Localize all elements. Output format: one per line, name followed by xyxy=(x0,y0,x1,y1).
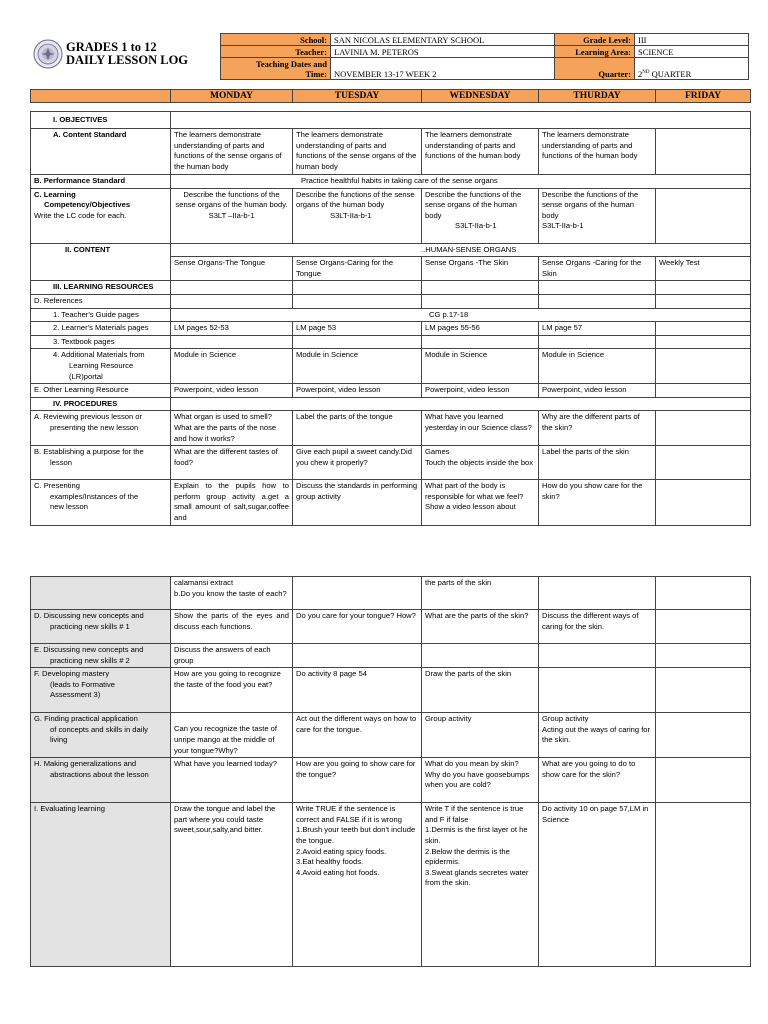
learning-area-label: Learning Area: xyxy=(555,46,635,58)
tg-label: 1. Teacher's Guide pages xyxy=(31,308,171,322)
other-resource-mon: Powerpoint, video lesson xyxy=(171,384,293,398)
rowC-tue: Discuss the standards in performing group activity xyxy=(293,480,422,526)
rowG-mon: Can you recognize the taste of unripe mango at the middle of your tongue?Why? xyxy=(171,713,293,758)
rowC-fri xyxy=(656,480,751,526)
lm-label: 2. Learner's Materials pages xyxy=(31,322,171,336)
teacher-label: Teacher: xyxy=(221,46,331,58)
competency-fri xyxy=(656,188,751,243)
content-standard-wed: The learners demonstrate understanding of parts and functions of the human body xyxy=(422,129,539,175)
performance-standard-value: Practice healthful habits in taking care of the sense organs xyxy=(171,175,751,189)
content-standard-thu: The learners demonstrate understanding of parts and functions of the human body xyxy=(539,129,656,175)
performance-standard-label: B. Performance Standard xyxy=(31,175,171,189)
rowG-wed: Group activity xyxy=(422,713,539,758)
day-friday: FRIDAY xyxy=(656,90,751,103)
rowB-tue: Give each pupil a sweet candy.Did you chew it properly? xyxy=(293,446,422,480)
content-fri: Weekly Test xyxy=(656,257,751,281)
objectives-blank xyxy=(171,112,751,129)
school-value: SAN NICOLAS ELEMENTARY SCHOOL xyxy=(331,34,555,46)
content-standard-fri xyxy=(656,129,751,175)
rowB-label: B. Establishing a purpose for the lesson xyxy=(31,446,171,480)
grade-label: Grade Level: xyxy=(555,34,635,46)
rowI-mon: Draw the tongue and label the part where you could taste sweet,sour,salty,and bitter. xyxy=(171,803,293,967)
rowC-label: C. Presenting examples/Instances of the new lesson xyxy=(31,480,171,526)
rowE-mon: Discuss the answers of each group xyxy=(171,644,293,668)
header-info-table xyxy=(220,33,749,80)
rowG-tue: Act out the different ways on how to care for the tongue. xyxy=(293,713,422,758)
rowD-wed: What are the parts of the skin? xyxy=(422,610,539,644)
cont-thu xyxy=(539,577,656,610)
rowI-tue: Write TRUE if the sentence is correct and FALSE if it is wrong 1.Brush your teeth but don't include the tongue. 2.Avoid eating spicy foods. 3.Eat healthy foods. 4.Avoid eating hot foods. xyxy=(293,803,422,967)
rowD-mon: Show the parts of the eyes and discuss each functions. xyxy=(171,610,293,644)
resources-heading: III. LEARNING RESOURCES xyxy=(31,281,171,295)
other-resource-fri xyxy=(656,384,751,398)
tg-value: CG p.17-18 xyxy=(171,308,751,322)
references-label: D. References xyxy=(31,294,171,308)
lm-mon: LM pages 52-53 xyxy=(171,322,293,336)
rowA-thu: Why are the different parts of the skin? xyxy=(539,411,656,446)
dates-value: NOVEMBER 13-17 WEEK 2 xyxy=(331,58,555,80)
competency-mon: Describe the functions of the sense organs of the human body. S3LT –IIa-b-1 xyxy=(171,188,293,243)
rowE-tue xyxy=(293,644,422,668)
rowD-thu: Discuss the different ways of caring for the skin. xyxy=(539,610,656,644)
competency-label: C. Learning Competency/Objectives Write the LC code for each. xyxy=(31,188,171,243)
rowI-thu: Do activity 10 on page 57,LM in Science xyxy=(539,803,656,967)
rowC-thu: How do you show care for the skin? xyxy=(539,480,656,526)
competency-tue: Describe the functions of the sense organs of the human body S3LT-IIa-b-1 xyxy=(293,188,422,243)
days-corner xyxy=(31,90,171,103)
rowI-fri xyxy=(656,803,751,967)
rowB-thu: Label the parts of the skin xyxy=(539,446,656,480)
competency-thu: Describe the functions of the sense organs of the human body S3LT-IIa-b-1 xyxy=(539,188,656,243)
form-title-line1: GRADES 1 to 12 xyxy=(66,40,157,54)
day-monday: MONDAY xyxy=(171,90,293,103)
other-resource-tue: Powerpoint, video lesson xyxy=(293,384,422,398)
lm-tue: LM page 53 xyxy=(293,322,422,336)
deped-seal xyxy=(33,39,63,69)
rowB-mon: What are the different tastes of food? xyxy=(171,446,293,480)
cont-wed: the parts of the skin xyxy=(422,577,539,610)
rowH-label: H. Making generalizations and abstractions about the lesson xyxy=(31,758,171,803)
rowH-wed: What do you mean by skin? Why do you have goosebumps when you are cold? xyxy=(422,758,539,803)
dates-label: Teaching Dates and Time: xyxy=(221,58,331,80)
rowH-fri xyxy=(656,758,751,803)
rowC-mon: Explain to the pupils how to perform group activity a.get a small amount of salt,sugar,coffee and xyxy=(171,480,293,526)
rowA-wed: What have you learned yesterday in our Science class? xyxy=(422,411,539,446)
rowH-mon: What have you learned today? xyxy=(171,758,293,803)
other-resource-thu: Powerpoint, video lesson xyxy=(539,384,656,398)
rowI-wed: Write T if the sentence is true and F if false 1.Dermis is the first layer ot he skin. 2.Below the dermis is the epidermis. 3.Sweat glands secretes water from the skin. xyxy=(422,803,539,967)
content-merged: ..HUMAN-SENSE ORGANS xyxy=(171,243,751,257)
school-label: School: xyxy=(221,34,331,46)
rowG-thu: Group activity Acting out the ways of caring for the skin. xyxy=(539,713,656,758)
textbook-label: 3. Textbook pages xyxy=(31,335,171,349)
rowB-wed: Games Touch the objects inside the box xyxy=(422,446,539,480)
rowD-label: D. Discussing new concepts and practicing new skills # 1 xyxy=(31,610,171,644)
additional-tue: Module in Science xyxy=(293,349,422,384)
additional-fri xyxy=(656,349,751,384)
content-standard-label: A. Content Standard xyxy=(31,129,171,175)
additional-label: 4. Additional Materials from Learning Resource (LR)portal xyxy=(31,349,171,384)
quarter-value: 2ND QUARTER xyxy=(635,58,749,80)
content-thu: Sense Organs -Caring for the Skin xyxy=(539,257,656,281)
content-mon: Sense Organs-The Tongue xyxy=(171,257,293,281)
rowE-label: E. Discussing new concepts and practicing new skills # 2 xyxy=(31,644,171,668)
other-resource-wed: Powerpoint, video lesson xyxy=(422,384,539,398)
rowF-thu xyxy=(539,668,656,713)
additional-thu: Module in Science xyxy=(539,349,656,384)
day-thursday: THURDAY xyxy=(539,90,656,103)
lm-fri xyxy=(656,322,751,336)
rowE-thu xyxy=(539,644,656,668)
rowC-wed: What part of the body is responsible for what we feel? Show a video lesson about xyxy=(422,480,539,526)
rowH-thu: What are you going to do to show care for the skin? xyxy=(539,758,656,803)
cont-tue xyxy=(293,577,422,610)
rowF-mon: How are you going to recognize the taste of the food you eat? xyxy=(171,668,293,713)
day-wednesday: WEDNESDAY xyxy=(422,90,539,103)
rowE-wed xyxy=(422,644,539,668)
days-header xyxy=(30,89,751,103)
cont-label xyxy=(31,577,171,610)
rowI-label: I. Evaluating learning xyxy=(31,803,171,967)
form-title-line2: DAILY LESSON LOG xyxy=(66,53,189,67)
objectives-heading: I. OBJECTIVES xyxy=(31,112,171,129)
content-tue: Sense Organs-Caring for the Tongue xyxy=(293,257,422,281)
grade-value: III xyxy=(635,34,749,46)
content-standard-tue: The learners demonstrate understanding of parts and functions of the sense organs of the human body xyxy=(293,129,422,175)
other-resource-label: E. Other Learning Resource xyxy=(31,384,171,398)
procedures-heading: IV. PROCEDURES xyxy=(31,397,171,411)
additional-mon: Module in Science xyxy=(171,349,293,384)
quarter-label: Quarter: xyxy=(555,58,635,80)
competency-wed: Describe the functions of the sense organs of the human body S3LT-IIa-b-1 xyxy=(422,188,539,243)
cont-mon: calamansi extract b.Do you know the taste of each? xyxy=(171,577,293,610)
content-standard-mon: The learners demonstrate understanding of parts and functions of the sense organs of the human body xyxy=(171,129,293,175)
rowB-fri xyxy=(656,446,751,480)
lesson-table-page2 xyxy=(30,576,751,967)
rowA-mon: What organ is used to smell? What are the parts of the nose and how it works? xyxy=(171,411,293,446)
rowF-wed: Draw the parts of the skin xyxy=(422,668,539,713)
rowF-label: F. Developing mastery (leads to Formative Assessment 3) xyxy=(31,668,171,713)
rowD-fri xyxy=(656,610,751,644)
content-wed: Sense Organs -The Skin xyxy=(422,257,539,281)
content-label: II. CONTENT xyxy=(31,243,171,281)
rowH-tue: How are you going to show care for the tongue? xyxy=(293,758,422,803)
rowA-tue: Label the parts of the tongue xyxy=(293,411,422,446)
learning-area-value: SCIENCE xyxy=(635,46,749,58)
teacher-value: LAVINIA M. PETEROS xyxy=(331,46,555,58)
cont-fri xyxy=(656,577,751,610)
lm-wed: LM pages 55-56 xyxy=(422,322,539,336)
rowA-fri xyxy=(656,411,751,446)
rowG-label: G. Finding practical application of concepts and skills in daily living xyxy=(31,713,171,758)
additional-wed: Module in Science xyxy=(422,349,539,384)
day-tuesday: TUESDAY xyxy=(293,90,422,103)
rowG-fri xyxy=(656,713,751,758)
lm-thu: LM page 57 xyxy=(539,322,656,336)
rowF-tue: Do activity 8 page 54 xyxy=(293,668,422,713)
rowF-fri xyxy=(656,668,751,713)
rowE-fri xyxy=(656,644,751,668)
rowD-tue: Do you care for your tongue? How? xyxy=(293,610,422,644)
lesson-table-page1 xyxy=(30,111,751,526)
rowA-label: A. Reviewing previous lesson or presenting the new lesson xyxy=(31,411,171,446)
